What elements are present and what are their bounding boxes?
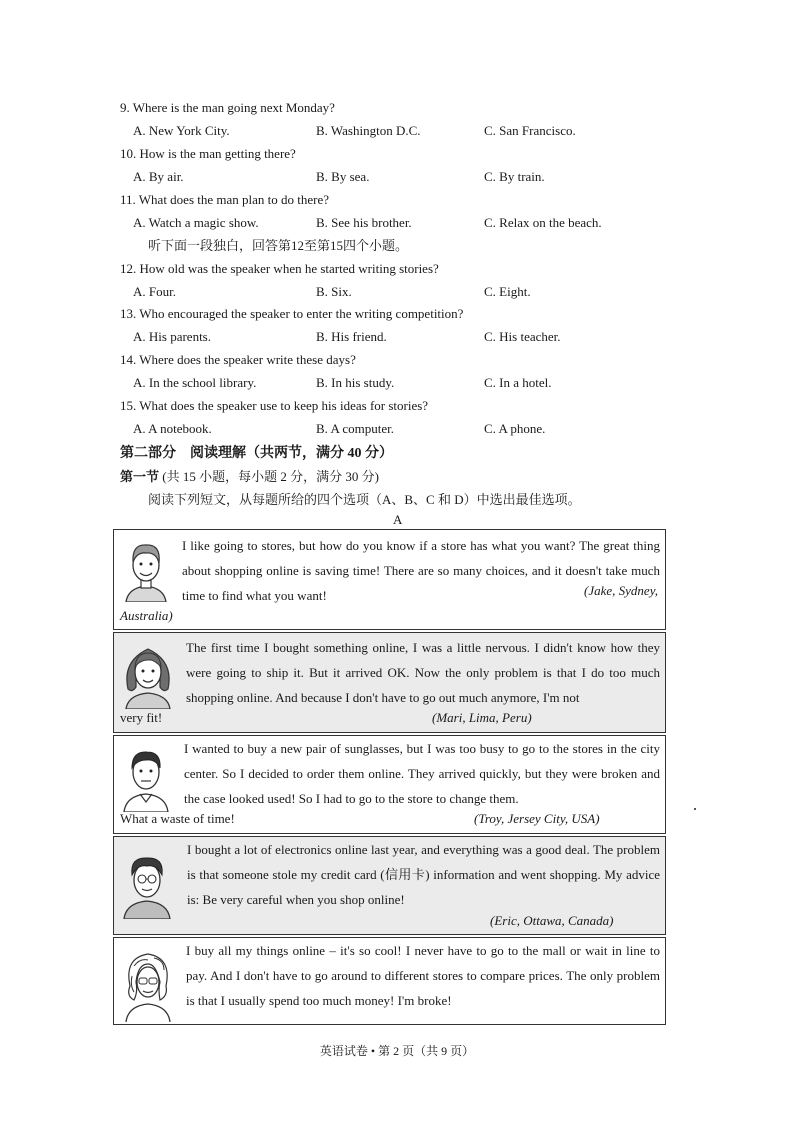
question-13: 13. Who encouraged the speaker to enter the writing competition? bbox=[120, 306, 464, 321]
option-c: C. San Francisco. bbox=[484, 123, 576, 138]
testimonial-mari bbox=[113, 632, 666, 733]
testimonial-woman bbox=[113, 937, 666, 1025]
question-11: 11. What does the man plan to do there? bbox=[120, 192, 330, 207]
testimonial-text: I wanted to buy a new pair of sunglasses, but I was too busy to go to the stores in the city center. So I decided to order them online. They arrived quickly, but they were broken and the case looked used! So I had to go to the store to change them. bbox=[184, 741, 660, 806]
testimonial-signature: (Troy, Jersey City, USA) bbox=[474, 811, 600, 826]
question-14: 14. Where does the speaker write these days? bbox=[120, 352, 356, 367]
question-12: 12. How old was the speaker when he started writing stories? bbox=[120, 261, 439, 276]
option-b: B. Washington D.C. bbox=[316, 123, 421, 138]
option-c: C. Eight. bbox=[484, 284, 531, 299]
testimonial-tail: very fit! bbox=[120, 710, 163, 725]
question-15: 15. What does the speaker use to keep his ideas for stories? bbox=[120, 398, 429, 413]
option-c: C. Relax on the beach. bbox=[484, 215, 602, 230]
testimonial-text: I buy all my things online – it's so cool! I never have to go to the mall or wait in line to pay. And I don't have to go around to different stores to compare prices. The only problem is that I usually spend too much money! I'm broke! bbox=[186, 943, 660, 1008]
passage-label: A bbox=[393, 512, 403, 527]
question-9: 9. Where is the man going next Monday? bbox=[120, 100, 335, 115]
boy-avatar-icon bbox=[120, 536, 172, 602]
monologue-instruction: 听下面一段独白，回答第12至第15四个小题。 bbox=[148, 238, 409, 253]
option-a: A. Watch a magic show. bbox=[133, 215, 259, 230]
option-a: A. By air. bbox=[133, 169, 184, 184]
testimonial-signature: (Jake, Sydney, bbox=[584, 583, 658, 598]
question-10: 10. How is the man getting there? bbox=[120, 146, 296, 161]
option-a: A. Four. bbox=[133, 284, 176, 299]
option-a: A. In the school library. bbox=[133, 375, 257, 390]
option-b: B. In his study. bbox=[316, 375, 395, 390]
testimonial-eric bbox=[113, 836, 666, 935]
testimonial-signature-tail: Australia) bbox=[120, 608, 173, 623]
option-c: C. In a hotel. bbox=[484, 375, 552, 390]
page-footer: 英语试卷 • 第 2 页（共 9 页） bbox=[319, 1044, 475, 1058]
option-b: B. His friend. bbox=[316, 329, 387, 344]
woman-glasses-avatar-icon bbox=[120, 946, 176, 1022]
testimonial-text: The first time I bought something online, I was a little nervous. I didn't know how they were going to ship it. But it arrived OK. Now the only problem is that I do too much shopping online. And because I don't have to go out much anymore, I'm not bbox=[186, 640, 660, 705]
option-c: C. A phone. bbox=[484, 421, 546, 436]
girl-avatar-icon bbox=[120, 641, 176, 709]
option-b: B. See his brother. bbox=[316, 215, 412, 230]
part2-title: 第二部分 阅读理解（共两节，满分 40 分） bbox=[120, 446, 393, 461]
testimonial-text: I like going to stores, but how do you know if a store has what you want? The great thing about shopping online is saving time! There are so many choices, and it doesn't take much time to find what you want! bbox=[182, 538, 660, 603]
speck bbox=[694, 808, 696, 810]
section1-heading bbox=[120, 466, 379, 485]
option-a: A. His parents. bbox=[133, 329, 211, 344]
option-b: B. A computer. bbox=[316, 421, 394, 436]
option-a: A. A notebook. bbox=[133, 421, 212, 436]
testimonial-text: I bought a lot of electronics online last year, and everything was a good deal. The problem is that someone stole my credit card (信用卡) information and went shopping. My advice is: Be very careful when you shop online! bbox=[187, 842, 660, 907]
section1-label: 第一节 bbox=[120, 469, 160, 484]
option-a: A. New York City. bbox=[133, 123, 230, 138]
section1-desc: (共 15 小题，每小题 2 分，满分 30 分) bbox=[159, 469, 379, 484]
testimonial-signature: (Eric, Ottawa, Canada) bbox=[490, 913, 614, 928]
option-b: B. By sea. bbox=[316, 169, 370, 184]
option-c: C. By train. bbox=[484, 169, 545, 184]
testimonial-signature: (Mari, Lima, Peru) bbox=[432, 710, 532, 725]
testimonial-troy bbox=[113, 735, 666, 834]
option-c: C. His teacher. bbox=[484, 329, 561, 344]
reading-instruction: 阅读下列短文，从每题所给的四个选项（A、B、C 和 D）中选出最佳选项。 bbox=[148, 492, 581, 507]
man-avatar-icon bbox=[120, 742, 172, 812]
testimonial-tail: What a waste of time! bbox=[120, 811, 235, 826]
testimonial-jake bbox=[113, 529, 666, 630]
option-b: B. Six. bbox=[316, 284, 352, 299]
man-glasses-avatar-icon bbox=[120, 849, 174, 919]
